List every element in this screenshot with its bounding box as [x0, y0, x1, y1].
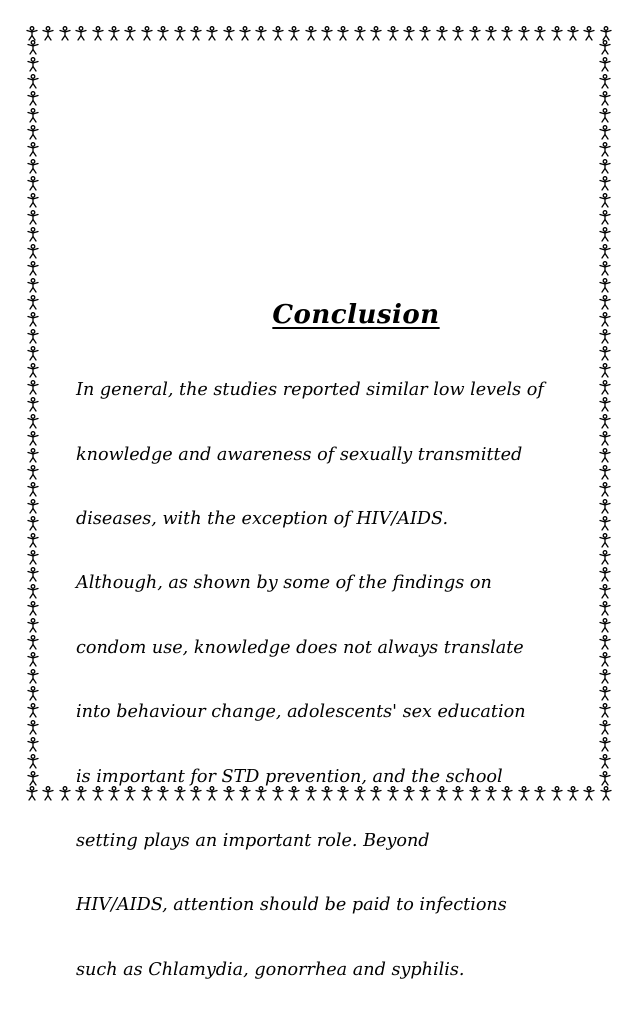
paragraph-line: knowledge and awareness of sexually transmitted [76, 444, 523, 465]
stick-figure-icon [321, 26, 333, 41]
stick-figure-icon [27, 278, 39, 293]
stick-figure-icon [599, 261, 611, 276]
stick-figure-icon [141, 26, 153, 41]
paragraph-line: is important for STD prevention, and the school [76, 766, 503, 787]
stick-figure-icon [59, 786, 71, 801]
stick-figure-icon [501, 26, 513, 41]
paragraph-line: In general, the studies reported similar low levels of [76, 380, 544, 401]
stick-figure-icon [599, 550, 611, 565]
stick-figure-icon [599, 635, 611, 650]
stick-figure-icon [599, 601, 611, 616]
stick-figure-icon [27, 482, 39, 497]
stick-figure-icon [599, 567, 611, 582]
stick-figure-icon [583, 786, 595, 801]
stick-figure-icon [223, 26, 235, 41]
document-content [76, 300, 576, 1018]
stick-figure-icon [599, 397, 611, 412]
stick-figure-icon [27, 227, 39, 242]
stick-figure-icon [27, 91, 39, 106]
stick-figure-icon [599, 652, 611, 667]
stick-figure-icon [27, 74, 39, 89]
stick-figure-icon [419, 26, 431, 41]
stick-figure-icon [599, 142, 611, 157]
stick-figure-icon [27, 346, 39, 361]
stick-figure-icon [599, 465, 611, 480]
stick-figure-icon [599, 720, 611, 735]
stick-figure-icon [27, 686, 39, 701]
stick-figure-icon [27, 108, 39, 123]
stick-figure-icon [27, 584, 39, 599]
stick-figure-icon [599, 57, 611, 72]
stick-figure-icon [27, 431, 39, 446]
paragraph-line: Although, as shown by some of the findings on [76, 573, 492, 594]
stick-figure-icon [599, 312, 611, 327]
stick-figure-icon [27, 499, 39, 514]
stick-figure-icon [599, 584, 611, 599]
stick-figure-icon [75, 26, 87, 41]
stick-figure-icon [436, 26, 448, 41]
stick-figure-icon [599, 499, 611, 514]
stick-figure-icon [599, 329, 611, 344]
stick-figure-icon [108, 26, 120, 41]
stick-figure-icon [27, 516, 39, 531]
stick-figure-icon [583, 26, 595, 41]
stick-figure-icon [599, 669, 611, 684]
stick-figure-icon [42, 26, 54, 41]
stick-figure-icon [27, 57, 39, 72]
stick-figure-icon [27, 380, 39, 395]
stick-figure-icon [27, 652, 39, 667]
page-title: Conclusion [272, 300, 440, 330]
stick-figure-icon [599, 346, 611, 361]
stick-figure-icon [452, 26, 464, 41]
stick-figure-icon [27, 329, 39, 344]
stick-figure-icon [27, 448, 39, 463]
stick-figure-icon [27, 397, 39, 412]
stick-figure-icon [27, 261, 39, 276]
stick-figure-icon [403, 26, 415, 41]
decorative-border-right [598, 40, 612, 786]
stick-figure-icon [599, 771, 611, 786]
stick-figure-icon [27, 312, 39, 327]
stick-figure-icon [27, 771, 39, 786]
stick-figure-icon [599, 363, 611, 378]
stick-figure-icon [599, 482, 611, 497]
stick-figure-icon [599, 244, 611, 259]
stick-figure-icon [27, 159, 39, 174]
stick-figure-icon [599, 159, 611, 174]
stick-figure-icon [599, 193, 611, 208]
paragraph-line: diseases, with the exception of HIV/AIDS. [76, 509, 449, 530]
stick-figure-icon [239, 26, 251, 41]
stick-figure-icon [599, 703, 611, 718]
stick-figure-icon [59, 26, 71, 41]
stick-figure-icon [599, 754, 611, 769]
stick-figure-icon [27, 567, 39, 582]
stick-figure-icon [27, 754, 39, 769]
paragraph-line: HIV/AIDS, attention should be paid to infections [76, 895, 507, 916]
stick-figure-icon [599, 227, 611, 242]
stick-figure-icon [174, 26, 186, 41]
stick-figure-icon [600, 26, 612, 41]
stick-figure-icon [42, 786, 54, 801]
stick-figure-icon [27, 550, 39, 565]
stick-figure-icon [599, 516, 611, 531]
stick-figure-icon [599, 125, 611, 140]
stick-figure-icon [567, 26, 579, 41]
stick-figure-icon [518, 26, 530, 41]
stick-figure-icon [27, 720, 39, 735]
stick-figure-icon [27, 618, 39, 633]
stick-figure-icon [599, 380, 611, 395]
stick-figure-icon [27, 737, 39, 752]
stick-figure-icon [27, 244, 39, 259]
stick-figure-icon [27, 703, 39, 718]
stick-figure-icon [599, 278, 611, 293]
stick-figure-icon [599, 533, 611, 548]
stick-figure-icon [255, 26, 267, 41]
stick-figure-icon [599, 40, 611, 55]
stick-figure-icon [26, 786, 38, 801]
stick-figure-icon [157, 26, 169, 41]
stick-figure-icon [27, 363, 39, 378]
stick-figure-icon [599, 448, 611, 463]
stick-figure-icon [599, 91, 611, 106]
stick-figure-icon [206, 26, 218, 41]
stick-figure-icon [599, 618, 611, 633]
stick-figure-icon [27, 295, 39, 310]
stick-figure-icon [599, 431, 611, 446]
stick-figure-icon [27, 601, 39, 616]
conclusion-paragraph [76, 342, 576, 1018]
stick-figure-icon [27, 635, 39, 650]
decorative-border-left [26, 40, 40, 786]
stick-figure-icon [485, 26, 497, 41]
stick-figure-icon [370, 26, 382, 41]
stick-figure-icon [599, 414, 611, 429]
stick-figure-icon [600, 786, 612, 801]
stick-figure-icon [27, 414, 39, 429]
paragraph-line: into behaviour change, adolescents' sex education [76, 702, 526, 723]
stick-figure-icon [551, 26, 563, 41]
stick-figure-icon [26, 26, 38, 41]
stick-figure-icon [27, 669, 39, 684]
stick-figure-icon [27, 40, 39, 55]
stick-figure-icon [27, 193, 39, 208]
stick-figure-icon [599, 295, 611, 310]
stick-figure-icon [27, 142, 39, 157]
stick-figure-icon [27, 533, 39, 548]
stick-figure-icon [599, 210, 611, 225]
stick-figure-icon [305, 26, 317, 41]
stick-figure-icon [599, 108, 611, 123]
stick-figure-icon [469, 26, 481, 41]
stick-figure-icon [190, 26, 202, 41]
stick-figure-icon [288, 26, 300, 41]
stick-figure-icon [27, 125, 39, 140]
paragraph-line: condom use, knowledge does not always translate [76, 637, 524, 658]
stick-figure-icon [599, 686, 611, 701]
stick-figure-icon [27, 176, 39, 191]
stick-figure-icon [27, 465, 39, 480]
paragraph-line: setting plays an important role. Beyond [76, 831, 430, 852]
stick-figure-icon [272, 26, 284, 41]
stick-figure-icon [124, 26, 136, 41]
stick-figure-icon [354, 26, 366, 41]
paragraph-line: such as Chlamydia, gonorrhea and syphilis. [76, 959, 465, 980]
stick-figure-icon [599, 176, 611, 191]
stick-figure-icon [337, 26, 349, 41]
stick-figure-icon [27, 210, 39, 225]
stick-figure-icon [599, 74, 611, 89]
stick-figure-icon [387, 26, 399, 41]
stick-figure-icon [92, 26, 104, 41]
decorative-border-top [26, 24, 612, 42]
stick-figure-icon [534, 26, 546, 41]
stick-figure-icon [599, 737, 611, 752]
